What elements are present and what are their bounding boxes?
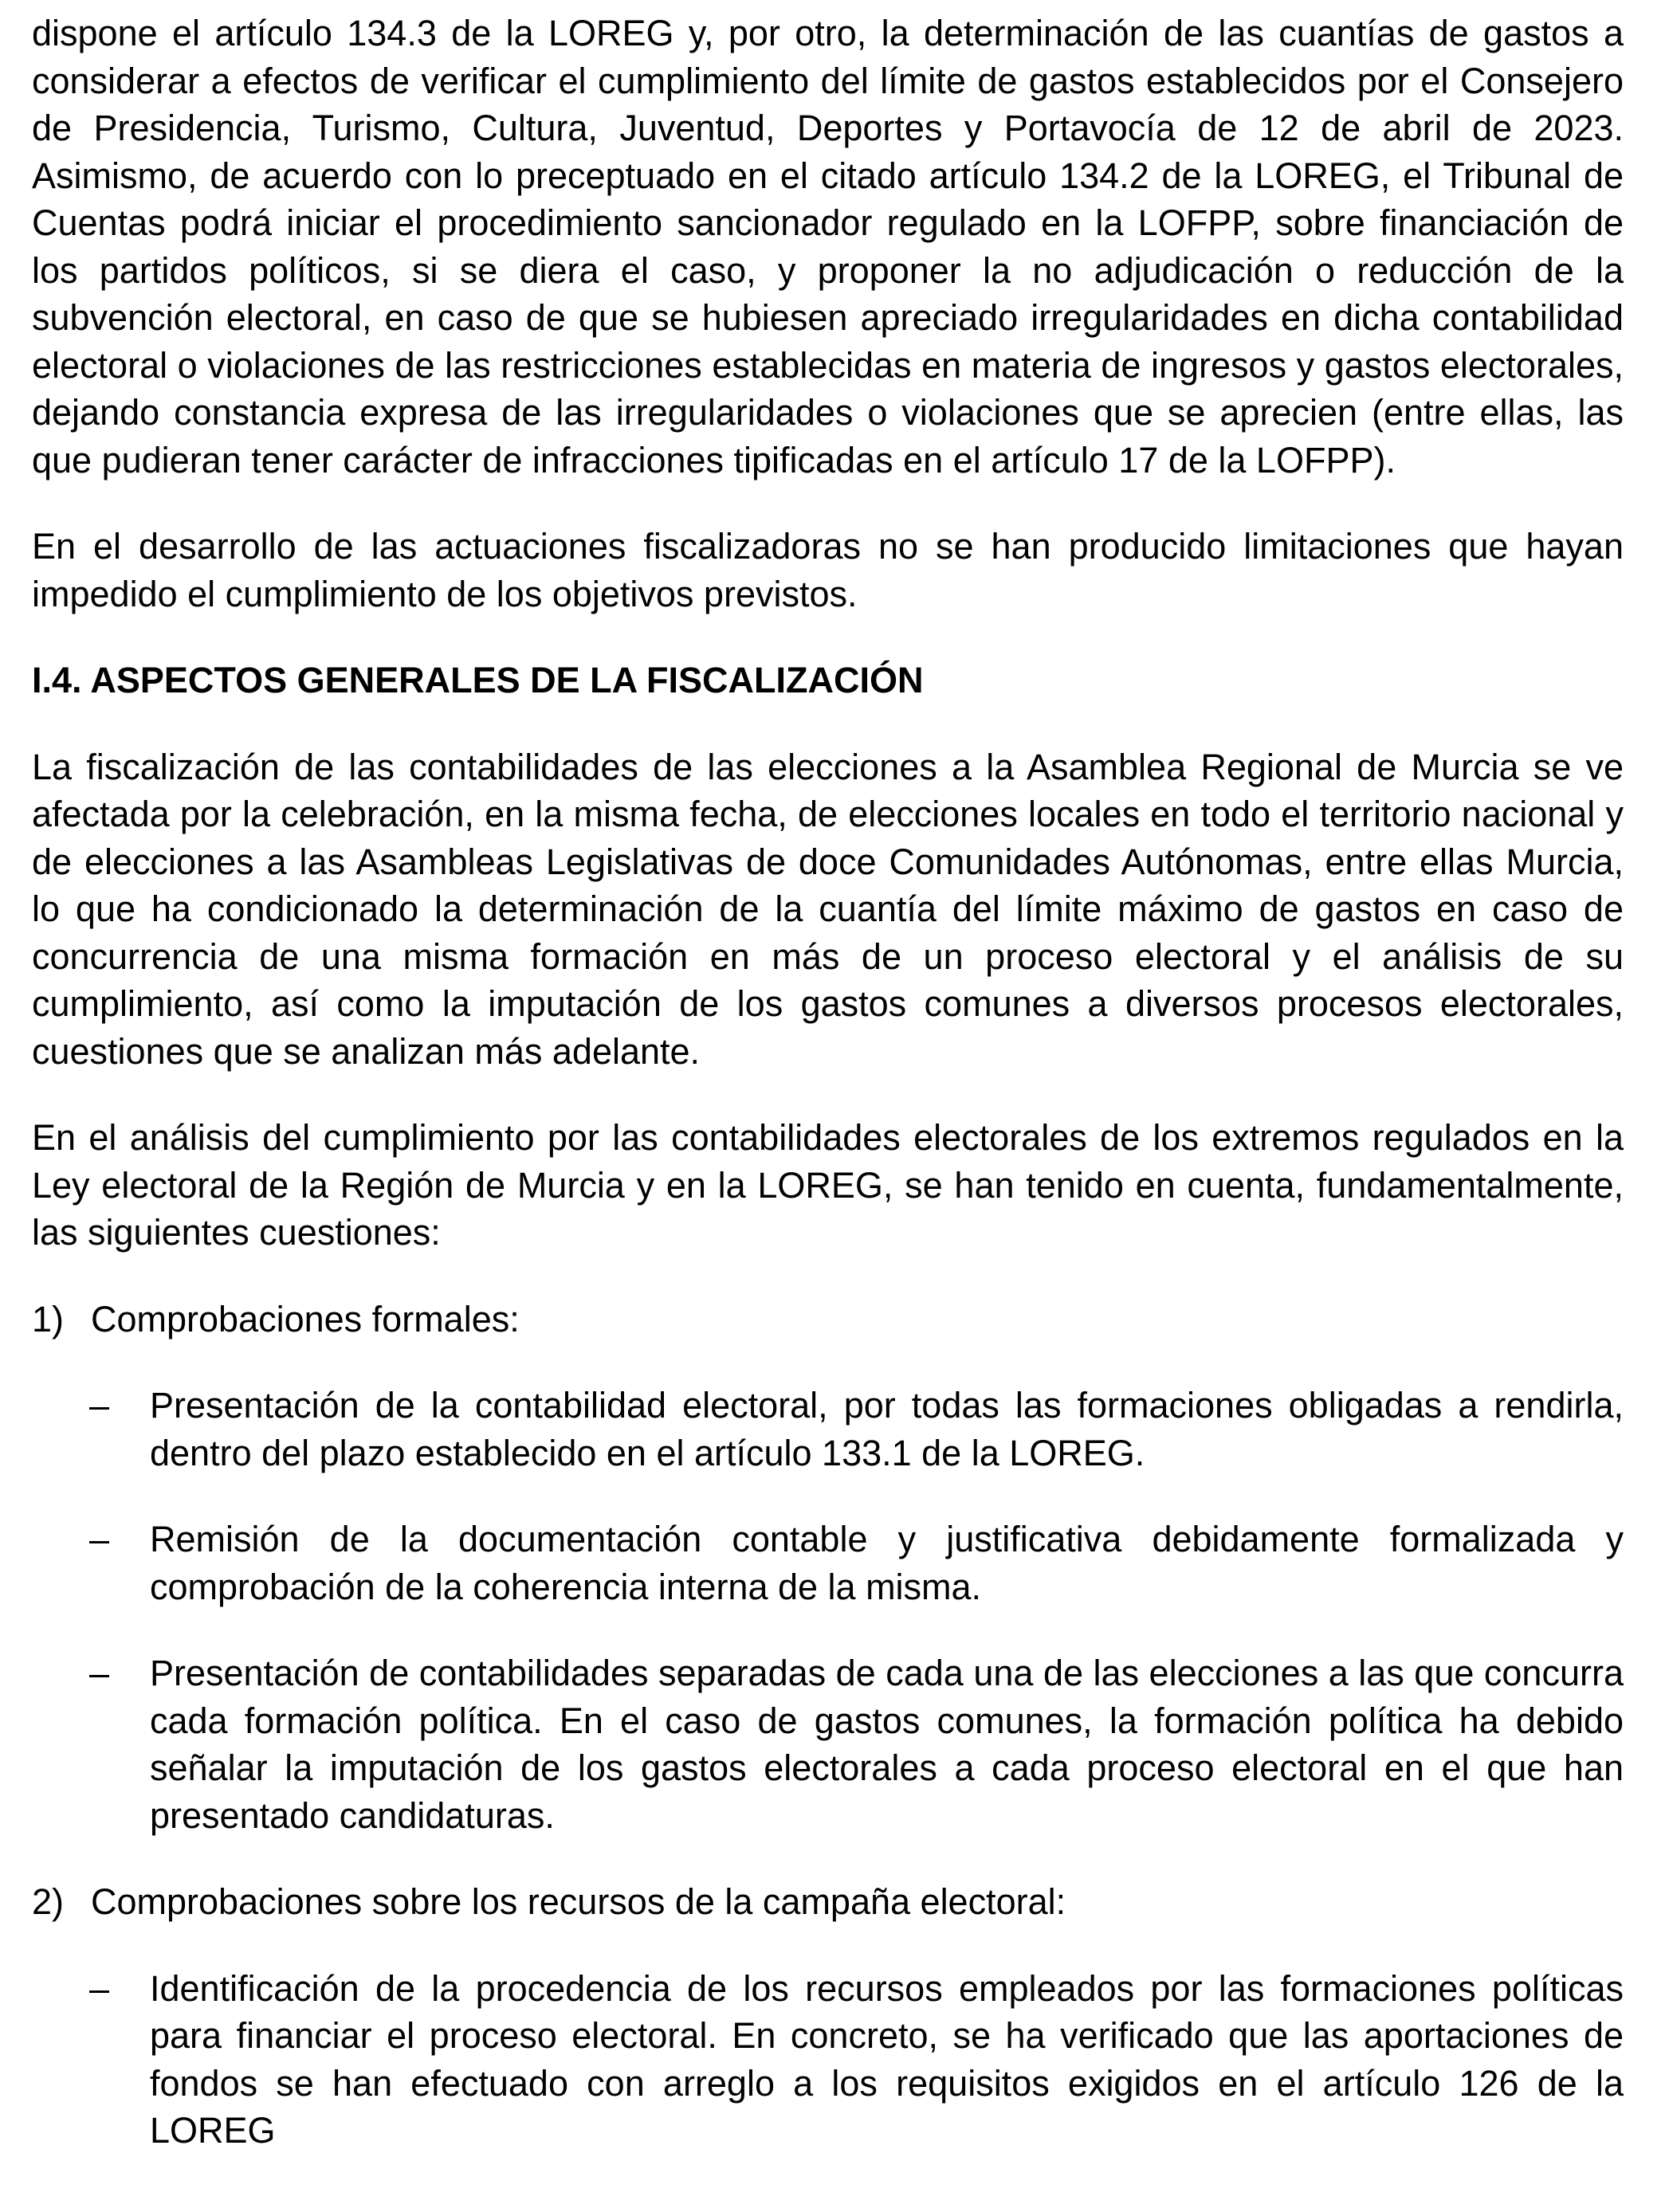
bullet-item xyxy=(32,1649,1624,1839)
paragraph-intro-continuation: dispone el artículo 134.3 de la LOREG y, por otro, la determinación de las cuantías de gastos a considerar a efectos de verificar el cumplimiento del límite de gastos establecidos por el Consejero de Presidencia, Turismo, Cultura, Juventud, Deportes y Portavocía de 12 de abril de 2023. Asimismo, de acuerdo con lo preceptuado en el citado artículo 134.2 de la LOREG, el Tribunal de Cuentas podrá iniciar el procedimiento sancionador regulado en la LOFPP, sobre financiación de los partidos políticos, si se diera el caso, y proponer la no adjudicación o reducción de la subvención electoral, en caso de que se hubiesen apreciado irregularidades en dicha contabilidad electoral o violaciones de las restricciones establecidas en materia de ingresos y gastos electorales, dejando constancia expresa de las irregularidades o violaciones que se aprecien (entre ellas, las que pudieran tener carácter de infracciones tipificadas en el artículo 17 de la LOFPP). xyxy=(32,13,1624,480)
dash-bullet-icon: – xyxy=(89,1967,110,2009)
document-page xyxy=(32,10,1624,2155)
bullet-text: Presentación de la contabilidad electoral, por todas las formaciones obligadas a rendirla, dentro del plazo establecido en el artículo 133.1 de la LOREG. xyxy=(150,1385,1624,1473)
section-heading: I.4. ASPECTOS GENERALES DE LA FISCALIZACIÓN xyxy=(32,660,924,700)
dash-bullet-icon: – xyxy=(89,1519,110,1559)
paragraph-concurrent-elections: La fiscalización de las contabilidades de las elecciones a la Asamblea Regional de Murcia se ve afectada por la celebración, en la misma fecha, de elecciones locales en todo el territorio nacional y de elecciones a las Asambleas Legislativas de doce Comunidades Autónomas, entre ellas Murcia, lo que ha condicionado la determinación de la cuantía del límite máximo de gastos en caso de concurrencia de una misma formación en más de un proceso electoral y el análisis de su cumplimiento, así como la imputación de los gastos comunes a diversos procesos electorales, cuestiones que se analizan más adelante. xyxy=(32,746,1624,1072)
bullet-text: Remisión de la documentación contable y justificativa debidamente formalizada y comprobación de la coherencia interna de la misma. xyxy=(150,1519,1624,1607)
bullet-text: Presentación de contabilidades separadas de cada una de las elecciones a las que concurra cada formación política. En el caso de gastos comunes, la formación política ha debido señalar la imputación de los gastos electorales a cada proceso electoral en el que han presentado candidaturas. xyxy=(150,1653,1624,1836)
bullet-item xyxy=(32,1965,1624,2155)
dash-bullet-icon: – xyxy=(89,1653,110,1693)
list-title: Comprobaciones formales: xyxy=(91,1298,520,1339)
bullet-text: Identificación de la procedencia de los recursos empleados por las formaciones políticas para financiar el proceso electoral. En concreto, se ha verificado que las aportaciones de fondos se han efectuado con arreglo a los requisitos exigidos en el artículo 126 de la LOREG xyxy=(150,1967,1624,2151)
bullet-item xyxy=(32,1382,1624,1477)
paragraph-limitations: En el desarrollo de las actuaciones fiscalizadoras no se han producido limitaciones que hayan impedido el cumplimiento de los objetivos previstos. xyxy=(32,526,1624,614)
list-title: Comprobaciones sobre los recursos de la campaña electoral: xyxy=(91,1881,1066,1922)
list-item-formal-checks xyxy=(32,1296,1624,1343)
dash-bullet-icon: – xyxy=(89,1385,110,1426)
list-number: 1) xyxy=(32,1298,65,1339)
paragraph-analysis-intro: En el análisis del cumplimiento por las contabilidades electorales de los extremos regulados en la Ley electoral de la Región de Murcia y en la LOREG, se han tenido en cuenta, fundamentalmente, las siguientes cuestiones: xyxy=(32,1117,1624,1253)
bullet-item xyxy=(32,1516,1624,1610)
list-number: 2) xyxy=(32,1881,65,1922)
list-item-resources-checks xyxy=(32,1878,1624,1926)
